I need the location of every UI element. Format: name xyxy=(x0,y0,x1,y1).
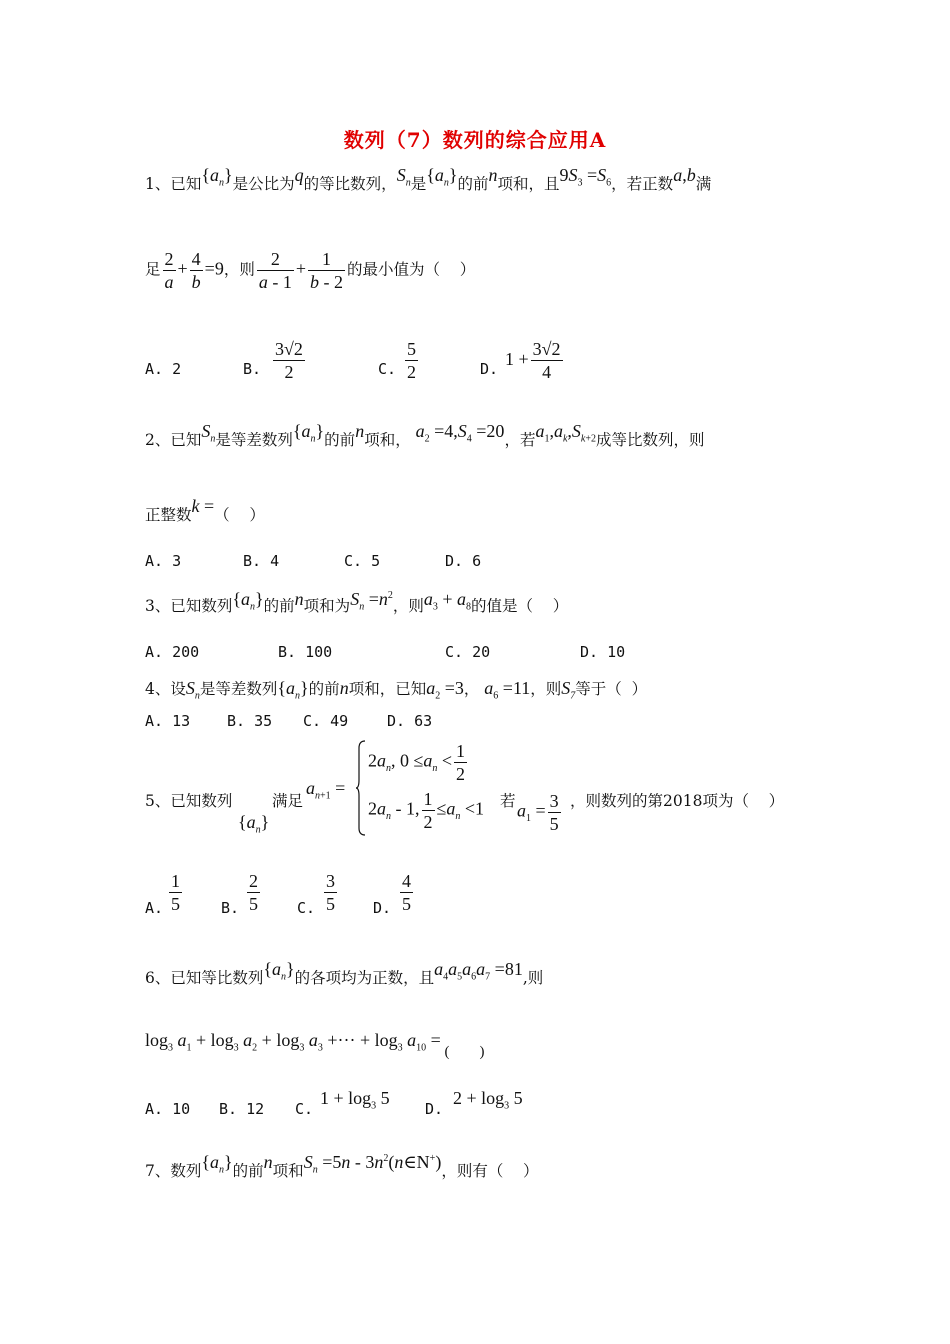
q7-line1: 7、数列$\{a_n\}$的前n项和$S_n =5n$ - $3n^2(n\in N^+)$，则有（ ） xyxy=(145,1152,539,1180)
q4-option-b: B. 35 xyxy=(227,712,273,730)
q1-option-d: D. xyxy=(480,360,499,378)
q6-option-c-value: $1 + \log_3 5$ xyxy=(320,1088,390,1112)
q5-satisfies: 满足 xyxy=(272,792,304,810)
q5-option-b: B. xyxy=(221,899,240,917)
q5-initial: $a_1$ = $\frac{3}{5}$ xyxy=(517,791,559,834)
q6-option-d-value: $2 + \log_3 5$ xyxy=(453,1088,523,1112)
q5-prefix: 5、已知数列 xyxy=(145,792,233,810)
q2-option-d: D. 6 xyxy=(445,552,482,570)
q5-option-d: D. xyxy=(373,899,392,917)
q6-option-b: B. 12 xyxy=(219,1100,265,1118)
q5-option-c-value: $\frac{3}{5}$ xyxy=(326,871,335,914)
q5-option-a: A. xyxy=(145,899,164,917)
q1-option-c: C. xyxy=(378,360,397,378)
q5-piecewise-brace xyxy=(356,740,366,836)
q1-option-c-value: $\frac{5}{2}$ xyxy=(407,339,416,382)
q5-case-2: $2a_n - 1$, $\frac{1}{2}$ $\le a_n <1$ xyxy=(368,789,485,832)
q6-line2: $\log_3 a_1 + \log_3 a_2 + \log_3 a_3$ +··· + $\log_3 a_{10} = _{( )}$ xyxy=(145,1030,485,1060)
q5-option-b-value: $\frac{2}{5}$ xyxy=(249,871,258,914)
q5-sequence-symbol: $\{a_n\}$ xyxy=(238,812,270,836)
q5-option-d-value: $\frac{4}{5}$ xyxy=(402,871,411,914)
q5-question: ，则数列的第2018项为（ ） xyxy=(570,792,785,810)
document-title: 数列（7）数列的综合应用A xyxy=(343,128,607,152)
q1-line2: 足 $\frac{2}{a}$ + $\frac{4}{b}$ =9，则 $\frac{2}{a - 1}$ + $\frac{1}{b - 2}$ 的最小值为（ ） xyxy=(145,249,476,292)
q1-option-b-value: $\frac{3√2}{2}$ xyxy=(275,339,303,382)
q1-option-b: B. xyxy=(243,360,262,378)
q6-option-a: A. 10 xyxy=(145,1100,191,1118)
q6-option-c: C. xyxy=(295,1100,314,1118)
q5-case-1: $2a_n$, $0 \le a_n$ < $\frac{1}{2}$ xyxy=(368,741,466,784)
q4-line1: 4、设$S_n$是等差数列$\{a_n\}$的前n项和，已知$a_2 =3$， $a_6 =11$，则$S_7$等于（ ） xyxy=(145,678,648,702)
q5-option-a-value: $\frac{1}{5}$ xyxy=(171,871,180,914)
q4-option-a: A. 13 xyxy=(145,712,191,730)
q5-option-c: C. xyxy=(297,899,316,917)
q4-option-c: C. 49 xyxy=(303,712,349,730)
q4-option-d: D. 63 xyxy=(387,712,433,730)
q3-line1: 3、已知数列$\{a_n\}$的前n项和为$S_n =n^2$，则$a_3 + a_8$的值是（ ） xyxy=(145,589,569,615)
q1-option-d-value: 1 + $\frac{3√2}{4}$ xyxy=(505,339,561,382)
q2-option-c: C. 5 xyxy=(344,552,381,570)
q2-line1: 2、已知$S_n$是等差数列$\{a_n\}$的前n项和， $a_2 =4,S_4 =20$，若$a_1,a_k,S_{k+2}$成等比数列，则 xyxy=(145,421,705,449)
q3-option-d: D. 10 xyxy=(580,643,626,661)
q5-if: 若 xyxy=(500,792,516,810)
q1-line1: 1、已知$\{a_n\}$是公比为q的等比数列，$S_n$是$\{a_n\}$的前n项和，且$9S_3 =S_6$，若正数a,b满 xyxy=(145,165,712,193)
q6-line1: 6、已知等比数列$\{a_n\}$的各项均为正数，且$a_4a_5a_6a_7 =81$,则 xyxy=(145,959,544,987)
q2-line2: 正整数k =（ ） xyxy=(145,496,265,524)
q2-option-a: A. 3 xyxy=(145,552,182,570)
q3-option-b: B. 100 xyxy=(278,643,333,661)
q3-option-c: C. 20 xyxy=(445,643,491,661)
q6-option-d: D. xyxy=(425,1100,444,1118)
q5-lhs: $a_{n+1}$ = xyxy=(306,778,346,802)
q2-option-b: B. 4 xyxy=(243,552,280,570)
q1-option-a: A. 2 xyxy=(145,360,182,378)
q3-option-a: A. 200 xyxy=(145,643,200,661)
